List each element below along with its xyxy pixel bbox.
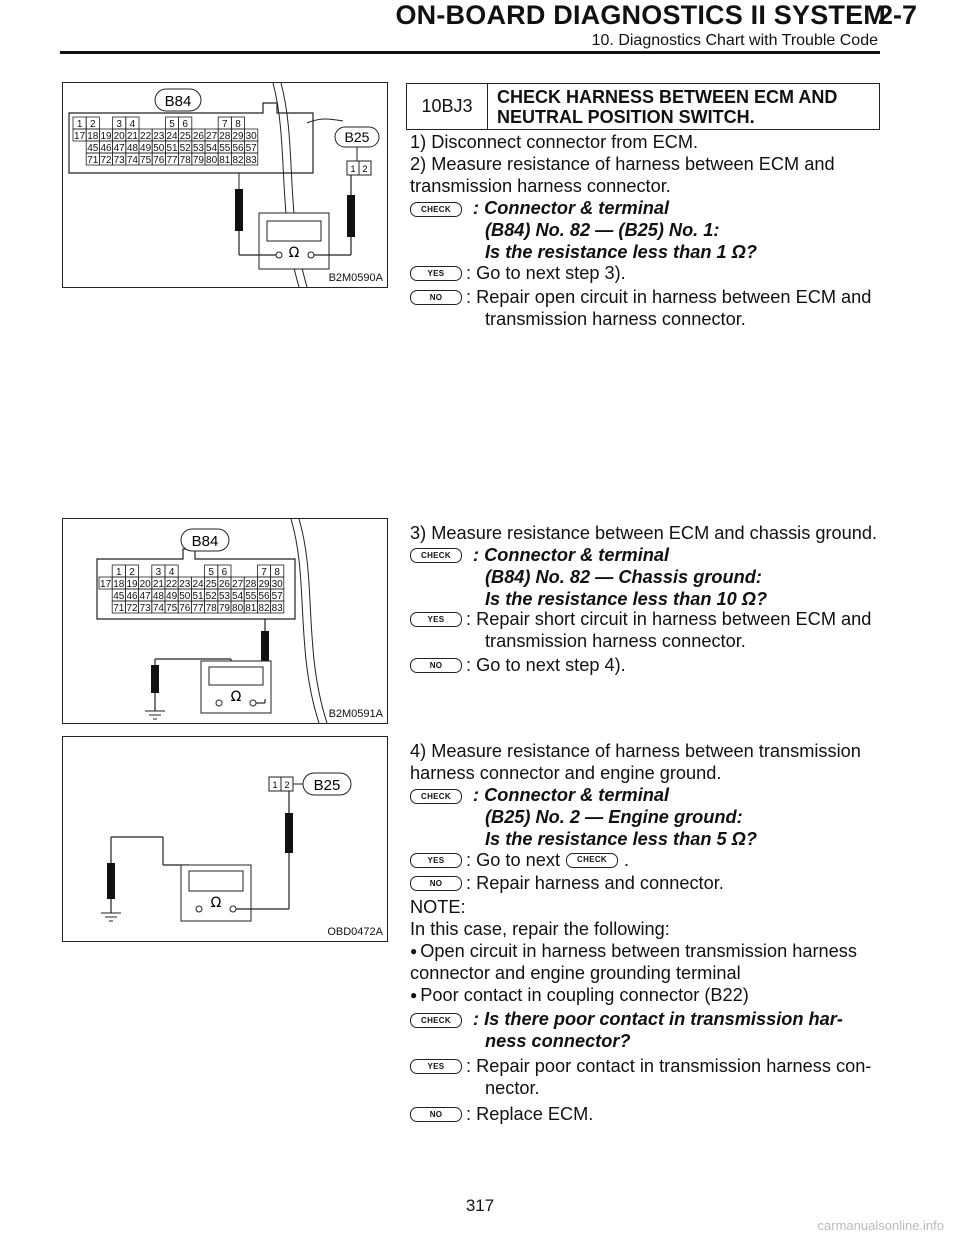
figure-code: B2M0591A (328, 708, 383, 720)
no-action: : Repair open circuit in harness between ECM and (466, 287, 872, 307)
terminal-number: 7 (222, 119, 228, 130)
terminal-number: 57 (245, 143, 257, 154)
no-action: : Replace ECM. (466, 1104, 594, 1124)
no-badge: NO (410, 876, 462, 891)
terminal-number: 17 (100, 579, 112, 590)
wiring-diagram-1 (63, 83, 387, 287)
check-text-2: (B84) No. 82 — Chassis ground: (485, 567, 762, 587)
figure-code: OBD0472A (327, 926, 383, 938)
page-number: 317 (465, 1196, 495, 1215)
conn-label-b25: B25 (313, 777, 341, 794)
terminal-number: 45 (87, 143, 99, 154)
yes-action: : Go to next CHECK . (466, 850, 630, 870)
terminal-number: 76 (179, 603, 191, 614)
terminal-number: 75 (166, 603, 178, 614)
terminal-number: 72 (126, 603, 138, 614)
section-subtitle: 10. Diagnostics Chart with Trouble Code (591, 32, 878, 49)
svg-text:2: 2 (284, 780, 290, 790)
check-question: Is the resistance less than 5 Ω? (485, 829, 757, 849)
check-badge: CHECK (410, 1013, 462, 1028)
terminal-number: 46 (126, 591, 138, 602)
terminal-number: 29 (258, 579, 270, 590)
terminal-number: 24 (192, 579, 204, 590)
yes-action-2: transmission harness connector. (485, 631, 746, 651)
terminal-number: 71 (113, 603, 125, 614)
check-badge: CHECK (410, 548, 462, 563)
figure-code: B2M0590A (328, 272, 383, 284)
terminal-number: 77 (192, 603, 204, 614)
terminal-number: 50 (153, 143, 165, 154)
check-badge: CHECK (410, 202, 462, 217)
instruction-2: 2) Measure resistance of harness between ECM and (410, 154, 835, 174)
terminal-number: 45 (113, 591, 125, 602)
check-text: : Connector & terminal (473, 785, 670, 805)
ohm-symbol: Ω (230, 689, 242, 705)
terminal-number: 6 (182, 119, 188, 130)
yes-action: : Repair poor contact in transmission harness con- (466, 1056, 872, 1076)
svg-text:1: 1 (350, 164, 356, 174)
yes-badge: YES (410, 1059, 462, 1074)
terminal-number: 53 (218, 591, 230, 602)
yes-action: : Repair short circuit in harness between ECM and (466, 609, 872, 629)
terminal-number: 5 (169, 119, 175, 130)
terminal-number: 21 (152, 579, 164, 590)
svg-text:1: 1 (272, 780, 278, 790)
check-badge: CHECK (410, 789, 462, 804)
terminal-number: 49 (140, 143, 152, 154)
terminal-number: 30 (271, 579, 283, 590)
terminal-number: 56 (232, 143, 244, 154)
svg-text:2: 2 (362, 164, 368, 174)
check-question-2: ness connector? (485, 1031, 631, 1051)
terminal-number: 25 (205, 579, 217, 590)
note-bullet-1: ● Open circuit in harness between transmission harness (410, 941, 857, 961)
check-text-2: (B25) No. 2 — Engine ground: (485, 807, 743, 827)
yes-action-2: nector. (485, 1078, 540, 1098)
check-text-2: (B84) No. 82 — (B25) No. 1: (485, 220, 720, 240)
section-number: 2-7 (878, 0, 918, 30)
terminal-number: 19 (100, 131, 112, 142)
terminal-number: 4 (168, 567, 175, 578)
check-text: : Connector & terminal (473, 545, 670, 565)
terminal-number: 52 (205, 591, 217, 602)
terminal-number: 80 (206, 155, 218, 166)
terminal-number: 47 (139, 591, 151, 602)
terminal-number: 28 (245, 579, 257, 590)
check-question: : Is there poor contact in transmission har- (473, 1009, 843, 1029)
note-intro: In this case, repair the following: (410, 919, 670, 939)
terminal-number: 54 (206, 143, 218, 154)
terminal-number: 55 (245, 591, 257, 602)
no-badge: NO (410, 290, 462, 305)
terminal-number: 80 (232, 603, 244, 614)
no-action: : Repair harness and connector. (466, 873, 724, 893)
terminal-number: 26 (192, 131, 204, 142)
terminal-number: 79 (192, 155, 204, 166)
step-code: 10BJ3 (407, 84, 488, 129)
terminal-number: 3 (155, 567, 162, 578)
instruction-1: 1) Disconnect connector from ECM. (410, 132, 699, 152)
terminal-number: 46 (100, 143, 112, 154)
terminal-number: 5 (208, 567, 214, 578)
note-bullet-1-cont: connector and engine grounding terminal (410, 963, 741, 983)
note-bullet-2: ● Poor contact in coupling connector (B22) (410, 985, 749, 1005)
terminal-number: 54 (232, 591, 244, 602)
no-badge: NO (410, 1107, 462, 1122)
terminal-number: 21 (126, 131, 138, 142)
conn-label-b25: B25 (344, 129, 370, 145)
terminal-number: 24 (166, 131, 178, 142)
instruction-4-cont: harness connector and engine ground. (410, 763, 722, 783)
terminal-number: 83 (271, 603, 283, 614)
terminal-number: 18 (87, 131, 99, 142)
terminal-number: 28 (219, 131, 231, 142)
terminal-number: 75 (140, 155, 152, 166)
terminal-number: 81 (245, 603, 257, 614)
step-header-box (406, 83, 880, 130)
ohm-symbol: Ω (210, 895, 222, 911)
terminal-number: 22 (140, 131, 152, 142)
terminal-number: 7 (261, 567, 267, 578)
ohm-symbol: Ω (288, 245, 300, 261)
terminal-number: 53 (192, 143, 204, 154)
terminal-number: 23 (179, 579, 191, 590)
terminal-number: 77 (166, 155, 178, 166)
yes-action: : Go to next step 3). (466, 263, 626, 283)
terminal-number: 51 (166, 143, 178, 154)
terminal-number: 30 (245, 131, 257, 142)
wiring-diagram-3 (63, 737, 387, 941)
conn-label-b84: B84 (164, 93, 192, 110)
terminal-number: 26 (218, 579, 230, 590)
terminal-number: 71 (87, 155, 99, 166)
terminal-number: 73 (113, 155, 125, 166)
terminal-number: 2 (129, 567, 135, 578)
terminal-number: 2 (90, 119, 96, 130)
yes-badge: YES (410, 612, 462, 627)
terminal-number: 8 (274, 567, 280, 578)
check-question: Is the resistance less than 10 Ω? (485, 589, 768, 609)
terminal-number: 17 (74, 131, 86, 142)
instruction-2-cont: transmission harness connector. (410, 176, 671, 196)
terminal-number: 27 (232, 579, 244, 590)
terminal-number: 25 (179, 131, 191, 142)
yes-badge: YES (410, 266, 462, 281)
check-badge: CHECK (566, 853, 618, 868)
terminal-number: 18 (113, 579, 125, 590)
no-action-2: transmission harness connector. (485, 309, 746, 329)
terminal-number: 3 (116, 119, 122, 130)
terminal-number: 56 (258, 591, 270, 602)
watermark: carmanualsonline.info (817, 1218, 944, 1233)
instruction-4: 4) Measure resistance of harness between transmission (410, 741, 861, 761)
terminal-number: 19 (126, 579, 138, 590)
terminal-number: 1 (116, 567, 122, 578)
terminal-number: 83 (245, 155, 257, 166)
terminal-number: 1 (76, 119, 83, 130)
terminal-number: 57 (271, 591, 283, 602)
terminal-number: 72 (100, 155, 112, 166)
header-rule (60, 51, 880, 54)
wiring-diagram-2 (63, 519, 387, 723)
terminal-number: 51 (192, 591, 204, 602)
check-question: Is the resistance less than 1 Ω? (485, 242, 757, 262)
step-title: CHECK HARNESS BETWEEN ECM AND NEUTRAL POSITION SWITCH. (497, 87, 838, 127)
yes-badge: YES (410, 853, 462, 868)
terminal-number: 82 (232, 155, 244, 166)
terminal-number: 6 (221, 567, 228, 578)
no-action: : Go to next step 4). (466, 655, 626, 675)
terminal-number: 81 (219, 155, 231, 166)
terminal-number: 49 (166, 591, 178, 602)
terminal-number: 74 (152, 603, 164, 614)
terminal-number: 79 (218, 603, 230, 614)
terminal-number: 47 (113, 143, 125, 154)
terminal-number: 74 (126, 155, 138, 166)
terminal-number: 20 (113, 131, 125, 142)
figure-ecm-to-chassis-ground (62, 518, 388, 724)
note-label: NOTE: (410, 897, 466, 917)
terminal-number: 82 (258, 603, 270, 614)
terminal-number: 50 (179, 591, 191, 602)
terminal-number: 8 (235, 119, 241, 130)
terminal-number: 22 (166, 579, 178, 590)
check-text: : Connector & terminal (473, 198, 670, 218)
terminal-number: 23 (153, 131, 165, 142)
instruction-3: 3) Measure resistance between ECM and chassis ground. (410, 523, 878, 543)
terminal-number: 76 (153, 155, 165, 166)
no-badge: NO (410, 658, 462, 673)
terminal-number: 48 (152, 591, 164, 602)
terminal-number: 29 (232, 131, 244, 142)
figure-tcm-to-engine-ground (62, 736, 388, 942)
figure-ecm-to-tcm-harness (62, 82, 388, 288)
conn-label-b84: B84 (191, 533, 219, 550)
terminal-number: 48 (126, 143, 138, 154)
terminal-number: 52 (179, 143, 191, 154)
terminal-number: 78 (179, 155, 191, 166)
terminal-number: 4 (129, 119, 136, 130)
section-title: ON-BOARD DIAGNOSTICS II SYSTEM (395, 0, 886, 30)
terminal-number: 73 (139, 603, 151, 614)
terminal-number: 27 (206, 131, 218, 142)
terminal-number: 55 (219, 143, 231, 154)
terminal-number: 20 (139, 579, 151, 590)
terminal-number: 78 (205, 603, 217, 614)
